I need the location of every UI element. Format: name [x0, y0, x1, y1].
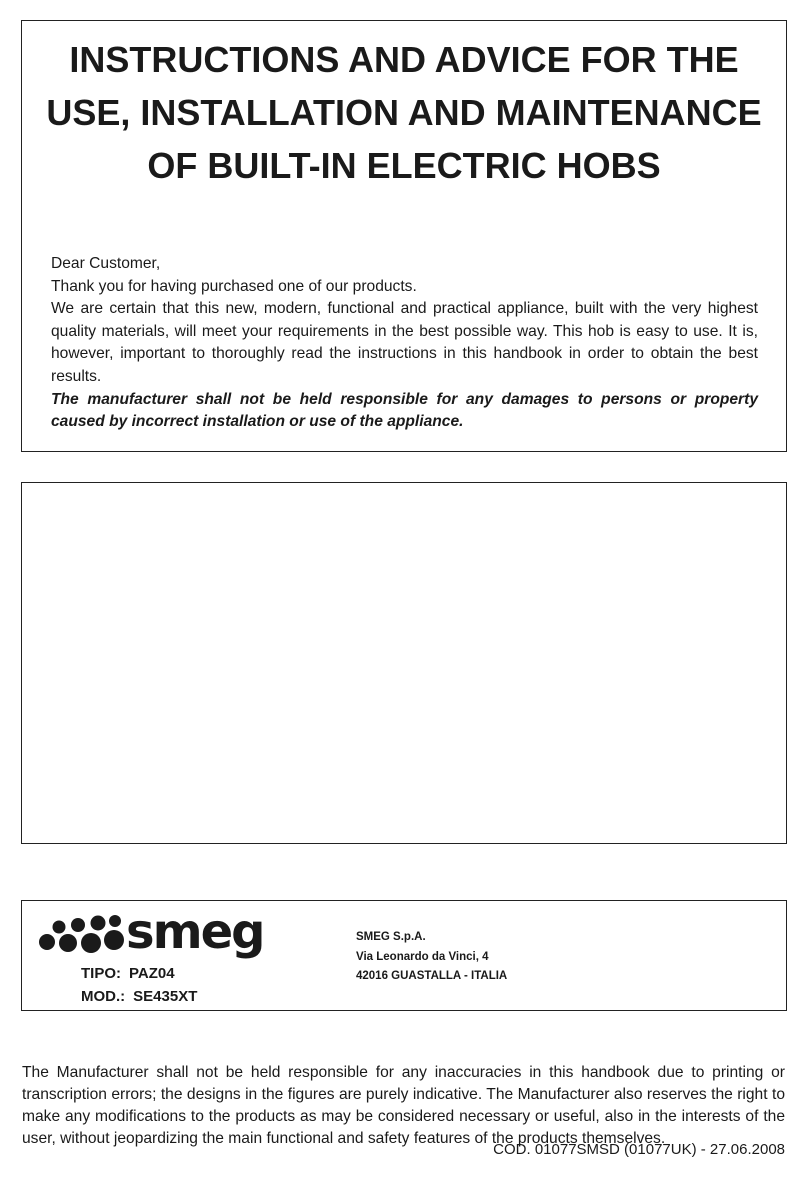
brand-box	[21, 900, 787, 1011]
letter-body: We are certain that this new, modern, functional and practical appliance, built with the very highest quality materials, will meet your requirements in the best possible way. This hob is easy to use. It is, however, important to thoroughly read the instructions in this handbook in order to obtain the best results.	[51, 300, 758, 385]
address-line-2: 42016 GUASTALLA - ITALIA	[356, 970, 508, 982]
title-line-2: USE, INSTALLATION AND MAINTENANCE	[46, 92, 762, 133]
company-address	[356, 928, 507, 987]
tipo-value: PAZ04	[129, 965, 175, 982]
title-line-1: INSTRUCTIONS AND ADVICE FOR THE	[69, 39, 739, 80]
mod-label: MOD.:	[81, 988, 126, 1005]
intro-box	[21, 20, 787, 452]
mod-line	[81, 988, 197, 1005]
tipo-line	[81, 965, 175, 982]
smeg-logo	[38, 908, 294, 968]
title-line-3: OF BUILT-IN ELECTRIC HOBS	[147, 145, 661, 186]
company-name: SMEG S.p.A.	[356, 931, 426, 943]
letter-thanks: Thank you for having purchased one of our products.	[51, 277, 417, 295]
svg-text:smeg: smeg	[126, 908, 264, 960]
document-title	[22, 33, 786, 192]
mod-value: SE435XT	[133, 988, 198, 1005]
blank-label-box	[21, 482, 787, 844]
letter-greeting: Dear Customer,	[51, 255, 161, 272]
document-code: COD. 01077SMSD (01077UK) - 27.06.2008	[493, 1141, 785, 1158]
liability-notice: The manufacturer shall not be held responsible for any damages to persons or property caused by incorrect installation or use of the appliance.	[51, 390, 758, 431]
tipo-label: TIPO:	[81, 965, 121, 982]
customer-letter	[51, 253, 758, 434]
manufacturer-disclaimer: The Manufacturer shall not be held responsible for any inaccuracies in this handbook due to printing or transcription errors; the designs in the figures are purely indicative. The Manufacturer also reserves the right to make any modifications to the products as may be considered necessary or useful, also in the interests of the user, without jeopardizing the main functional and safety features of the products themselves.	[22, 1063, 785, 1147]
address-line-1: Via Leonardo da Vinci, 4	[356, 950, 489, 963]
